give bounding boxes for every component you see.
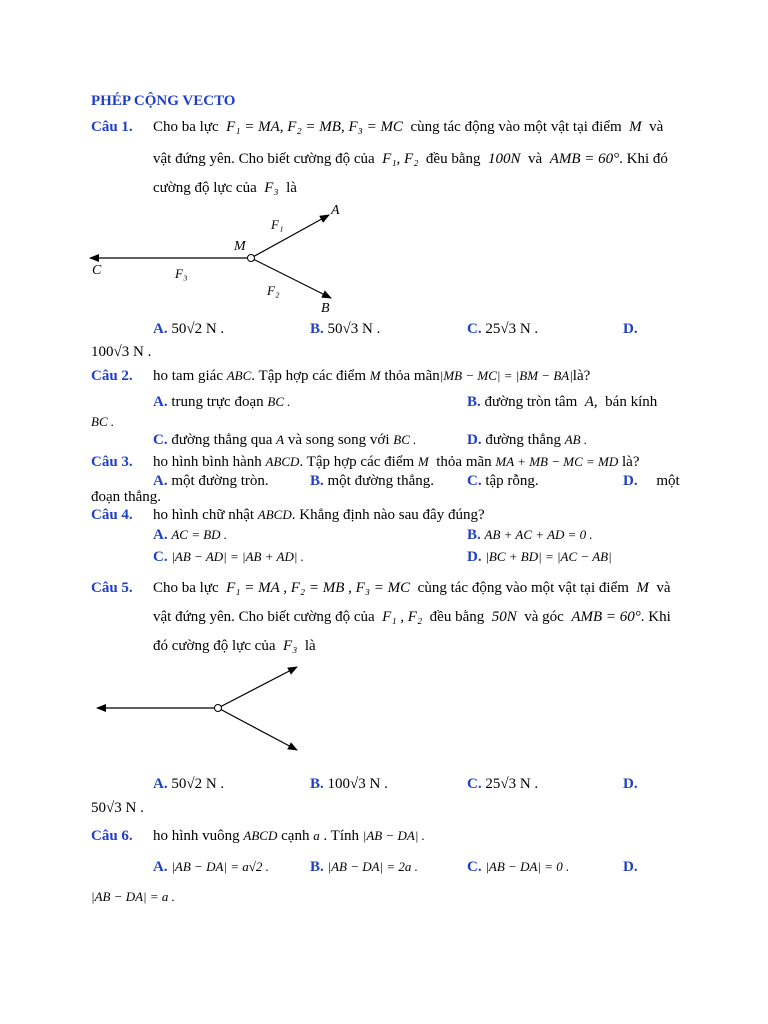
- q5-option-b[interactable]: B. 100√3 N .: [310, 776, 388, 792]
- q5-option-c[interactable]: C. 25√3 N .: [467, 776, 539, 792]
- label-m: M: [234, 239, 246, 254]
- q4-option-b[interactable]: B. AB + AC + AD = 0 .: [467, 527, 593, 543]
- question-1-number: Câu 1.: [91, 119, 133, 135]
- q1-option-d[interactable]: 100√3 N .: [91, 344, 152, 360]
- q4-option-a[interactable]: A. AC = BD .: [153, 527, 228, 543]
- question-4-text: ho hình chữ nhật ABCD. Khẳng định nào sau đây đúng?: [153, 507, 485, 523]
- label-c: C: [92, 263, 102, 278]
- question-1-line-1: Cho ba lực F₁ = MA, F₂ = MB, F₃ = MC cùng tác động vào một vật tại điểm M và: [153, 119, 664, 135]
- q2-option-b-cont: BC .: [91, 414, 115, 429]
- point-m: [248, 255, 255, 262]
- q5-option-a[interactable]: A. 50√2 N .: [153, 776, 225, 792]
- q3-option-b[interactable]: B. một đường thẳng.: [310, 473, 434, 489]
- q2-option-b[interactable]: B. đường tròn tâm A, bán kính: [467, 394, 658, 410]
- question-2-number: Câu 2.: [91, 368, 133, 384]
- question-3-number: Câu 3.: [91, 454, 133, 470]
- question-6-text: ho hình vuông ABCD cạnh a . Tính |AB − DA| .: [153, 828, 425, 844]
- q2-option-c[interactable]: C. đường thẳng qua A và song song với BC .: [153, 432, 417, 448]
- label-b: B: [321, 301, 330, 316]
- q6-option-a[interactable]: A. |AB − DA| = a√2 .: [153, 859, 269, 875]
- q6-option-d-key[interactable]: D.: [623, 859, 638, 875]
- q4-option-c[interactable]: C. |AB − AD| = |AB + AD| .: [153, 549, 304, 565]
- force-diagram-2: [92, 660, 307, 760]
- q1-option-a[interactable]: A. 50√2 N .: [153, 321, 225, 337]
- point-center: [215, 705, 222, 712]
- q1-option-d-key[interactable]: D.: [623, 321, 638, 337]
- vector-f2-line: [251, 258, 331, 298]
- q1-option-c[interactable]: C. 25√3 N .: [467, 321, 539, 337]
- q2-option-d[interactable]: D. đường thẳng AB .: [467, 432, 588, 448]
- section-title: PHÉP CỘNG VECTO: [91, 93, 236, 109]
- label-f1: F₁: [271, 217, 284, 232]
- question-3-text: ho hình bình hành ABCD. Tập hợp các điểm M thỏa mãn MA + MB − MC = MD là?: [153, 454, 640, 470]
- question-5-line-3: đó cường độ lực của F₃ là: [153, 638, 316, 654]
- question-1-line-3: cường độ lực của F₃ là: [153, 180, 297, 196]
- q3-option-d[interactable]: D. một: [623, 473, 680, 489]
- q6-option-c[interactable]: C. |AB − DA| = 0 .: [467, 859, 570, 875]
- q4-option-d[interactable]: D. |BC + BD| = |AC − AB|: [467, 549, 612, 565]
- vector-up-line: [218, 667, 297, 708]
- q1-option-b[interactable]: B. 50√3 N .: [310, 321, 381, 337]
- q3-option-d-cont: đoạn thẳng.: [91, 489, 161, 505]
- question-2-text: ho tam giác ABC. Tập hợp các điểm M thỏa mãn|MB − MC| = |BM − BA|là?: [153, 368, 591, 384]
- question-5-number: Câu 5.: [91, 580, 133, 596]
- vector-down-line: [218, 708, 297, 750]
- question-5-line-1: Cho ba lực F₁ = MA , F₂ = MB , F₃ = MC cùng tác động vào một vật tại điểm M và: [153, 580, 671, 596]
- q5-option-d[interactable]: 50√3 N .: [91, 800, 144, 816]
- question-5-line-2: vật đứng yên. Cho biết cường độ của F₁ , F₂ đều bằng 50N và góc AMB = 60°. Khi: [153, 609, 671, 625]
- question-6-number: Câu 6.: [91, 828, 133, 844]
- q6-option-d[interactable]: |AB − DA| = a .: [91, 889, 175, 904]
- q6-option-b[interactable]: B. |AB − DA| = 2a .: [310, 859, 418, 875]
- label-f3: F₃: [175, 266, 188, 281]
- q3-option-a[interactable]: A. một đường tròn.: [153, 473, 269, 489]
- q3-option-c[interactable]: C. tập rỗng.: [467, 473, 539, 489]
- q5-option-d-key[interactable]: D.: [623, 776, 638, 792]
- force-diagram-1: [85, 198, 355, 318]
- label-a: A: [331, 203, 340, 218]
- vector-f1-line: [251, 215, 329, 258]
- q2-option-a[interactable]: A. trung trực đoạn BC .: [153, 394, 291, 410]
- question-1-line-2: vật đứng yên. Cho biết cường độ của F₁, F₂ đều bằng 100N và AMB = 60°. Khi đó: [153, 151, 668, 167]
- question-4-number: Câu 4.: [91, 507, 133, 523]
- label-f2: F₂: [267, 283, 280, 298]
